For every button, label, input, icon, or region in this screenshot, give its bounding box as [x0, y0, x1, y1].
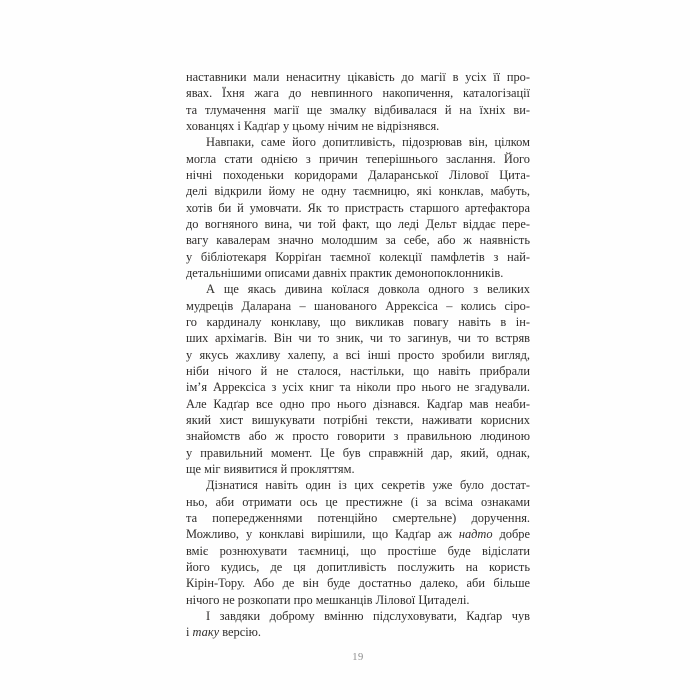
text-line: [186, 379, 530, 395]
text-segment: Дізнатися навіть один із цих секретів уже було достат-: [206, 478, 530, 493]
italic-text: таку: [192, 625, 220, 640]
text-line: [186, 265, 530, 281]
text-segment: ньо, аби отримати ось це престижне (і за всіма ознаками: [186, 494, 530, 509]
text-segment: нічого не розкопати про мешканців Лілової Цитаделі.: [186, 592, 470, 607]
text-line: [186, 363, 530, 379]
text-line: [186, 396, 530, 412]
text-segment: знайомств або ж просто говорити з правильною людиною: [186, 429, 530, 444]
text-line: [186, 559, 530, 575]
text-line: [186, 477, 530, 493]
text-segment: Навпаки, саме його допитливість, підозрював він, цілком: [206, 135, 530, 150]
text-line: [186, 575, 530, 591]
text-segment: ім’я Аррексіса з усіх книг та ніколи про нього не згадували.: [186, 380, 530, 395]
text-segment: явах. Їхня жага до невпинного накопичення, каталогізації: [186, 86, 530, 101]
text-segment: І завдяки доброму вмінню підслуховувати, Кадґар чув: [206, 608, 530, 623]
text-segment: ще міг виявитися й прокляттям.: [186, 461, 355, 476]
text-segment: хотів би й умовчати. Як то пристрасть старшого артефактора: [186, 200, 530, 215]
text-line: [186, 102, 530, 118]
text-line: [186, 249, 530, 265]
text-segment: і: [186, 625, 193, 640]
text-line: [186, 510, 530, 526]
text-segment: у правильний момент. Це був справжній дар, який, однак,: [186, 445, 530, 460]
text-segment: добре: [492, 527, 530, 542]
text-line: [186, 232, 530, 248]
text-line: [186, 461, 530, 477]
text-line: [186, 543, 530, 559]
text-segment: мудреців Даларана – шанованого Аррексіса – колись сіро-: [186, 298, 530, 313]
text-line: [186, 428, 530, 444]
text-line: [186, 592, 530, 608]
text-segment: могла стати однією з причин теперішнього заслання. Його: [186, 151, 530, 166]
text-line: [186, 200, 530, 216]
text-line: [186, 608, 530, 624]
text-segment: Можливо, у конклаві вирішили, що Кадґар аж: [186, 527, 459, 542]
text-line: [186, 526, 530, 542]
text-segment: версію.: [219, 625, 262, 640]
text-segment: до вогняного вина, чи той факт, що леді Дельт віддає пере-: [186, 216, 530, 231]
text-line: [186, 624, 530, 640]
text-segment: Кірін-Тору. Або де він буде достатньо далеко, аби більше: [186, 576, 530, 591]
text-line: [186, 134, 530, 150]
text-segment: детальнішими описами давніх практик демонопоклонників.: [186, 265, 504, 280]
text-segment: хованцях і Кадґар у цьому нічим не відрізнявся.: [186, 118, 440, 133]
text-line: [186, 347, 530, 363]
text-segment: делі відкрили йому не одну таємницю, які конклав, мабуть,: [186, 184, 530, 199]
text-segment: го кардиналу конклаву, що викликав повагу навіть в ін-: [186, 314, 530, 329]
text-line: [186, 445, 530, 461]
text-line: [186, 85, 530, 101]
text-segment: наставники мали ненаситну цікавість до магії в усіх її про-: [186, 70, 530, 84]
text-line: [186, 216, 530, 232]
text-segment: вагу кавалерам значно молодшим за себе, або ж наявність: [186, 233, 530, 248]
text-segment: у якусь жахливу халепу, а всі інші просто зробили вигляд,: [186, 347, 530, 362]
text-line: [186, 330, 530, 346]
text-segment: у бібліотекаря Корріґан таємної колекції памфлетів з най-: [186, 249, 530, 264]
text-segment: А ще якась дивина коїлася довкола одного з великих: [206, 282, 530, 297]
text-line: [186, 314, 530, 330]
text-segment: та тлумачення магії ще змалку відбивалася й на їхніх ви-: [186, 102, 530, 117]
text-segment: ших архімагів. Він чи то зник, чи то загинув, чи то встряв: [186, 331, 530, 346]
text-segment: його кудись, де ця допитливість послужить на користь: [186, 559, 530, 574]
text-line: [186, 118, 530, 134]
text-segment: нічні походеньки коридорами Даларанської Лілової Цита-: [186, 167, 530, 182]
text-segment: Але Кадґар все одно про нього дізнався. Кадґар мав неаби-: [186, 396, 530, 411]
text-segment: та попередженнями потенційно смертельне) доручення.: [186, 510, 530, 525]
text-segment: вміє рознюхувати таємниці, що простіше буде відіслати: [186, 543, 530, 558]
italic-text: надто: [458, 527, 493, 542]
text-segment: який хист вишукувати потрібні тексти, наживати корисних: [186, 412, 530, 427]
page-text: [186, 69, 530, 640]
text-line: [186, 281, 530, 297]
text-line: [186, 69, 530, 85]
text-line: [186, 298, 530, 314]
text-line: [186, 412, 530, 428]
text-line: [186, 151, 530, 167]
text-segment: ніби нічого й не сталося, настільки, що навіть прибрали: [186, 363, 530, 378]
text-line: [186, 183, 530, 199]
text-line: [186, 494, 530, 510]
page-number: 19: [352, 652, 364, 663]
text-line: [186, 167, 530, 183]
